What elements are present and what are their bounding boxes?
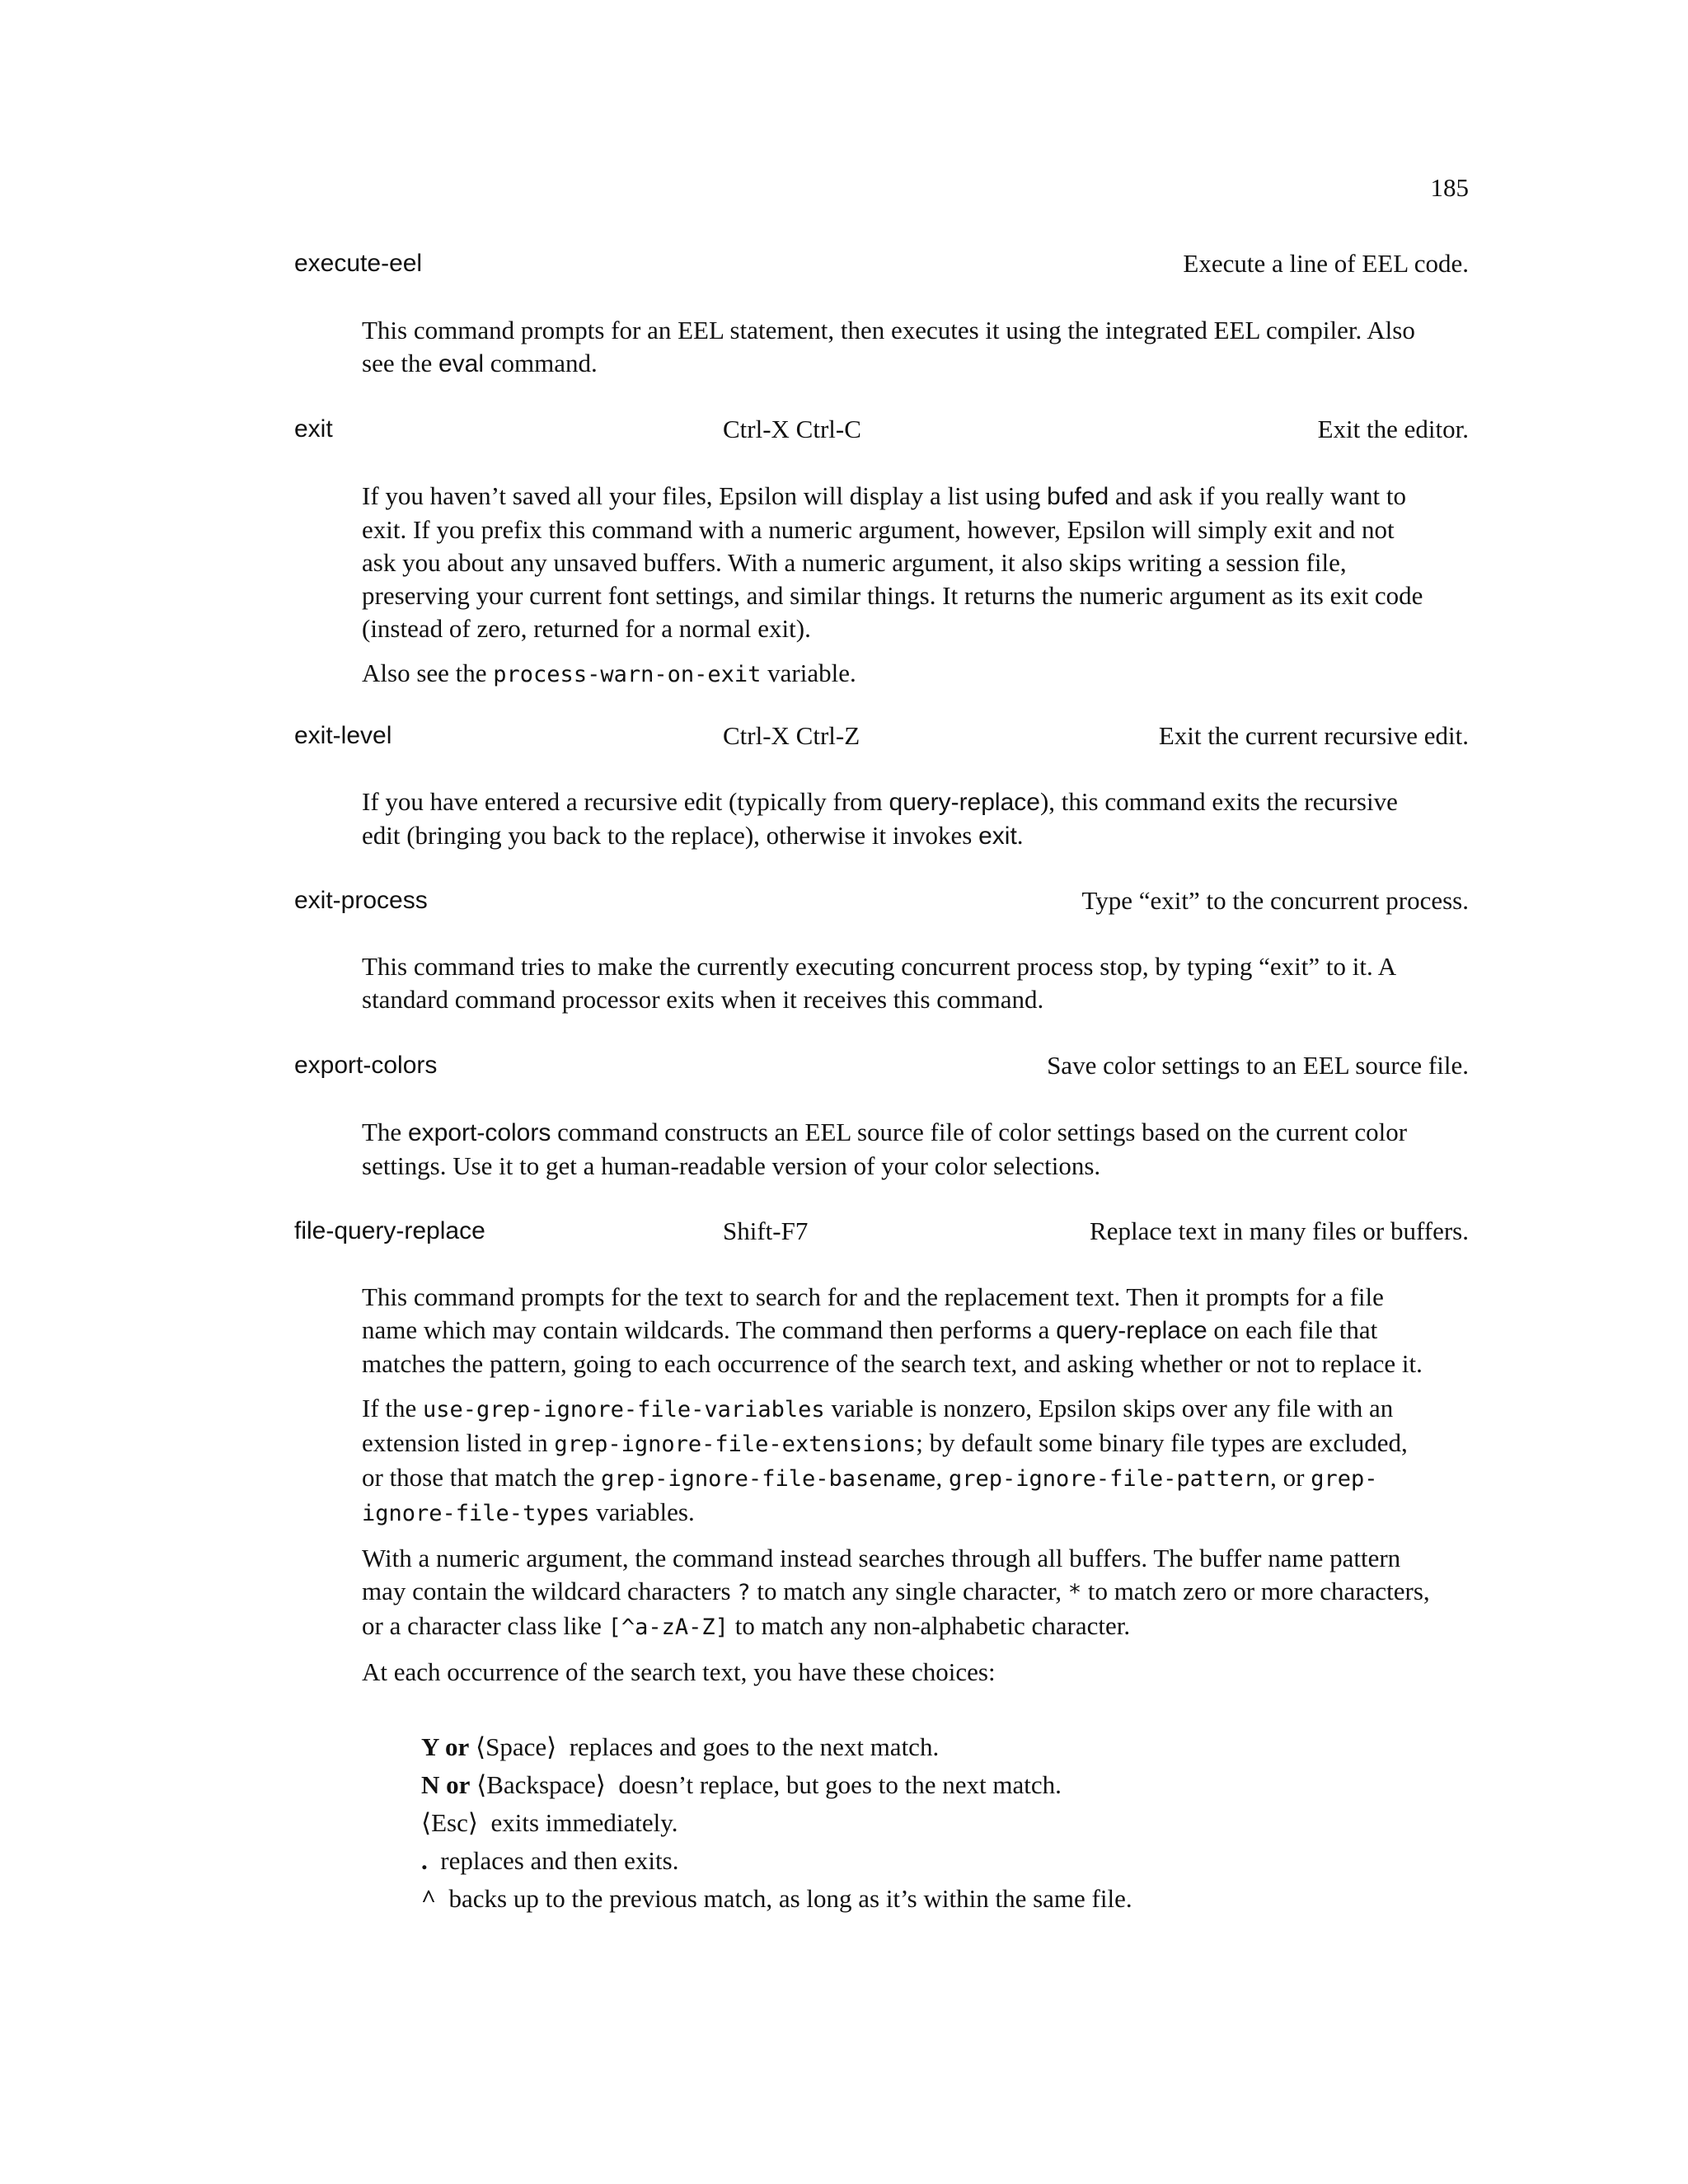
paragraph xyxy=(362,657,1433,691)
entry-header-execute-eel xyxy=(294,247,1469,280)
command-name: exit-process xyxy=(294,887,428,914)
text: , xyxy=(935,1463,950,1492)
key-binding: Shift-F7 xyxy=(723,1216,809,1245)
command-name: exit-level xyxy=(294,722,392,749)
choice-term: . xyxy=(421,1846,428,1875)
choice-description: doesn’t replace, but goes to the next match. xyxy=(618,1770,1062,1799)
entry-body-export-colors xyxy=(362,1116,1433,1194)
entry-body-exit-process xyxy=(362,950,1433,1028)
choice-key: ⟨Esc⟩ xyxy=(421,1808,478,1837)
text: and ask if you really want to exit. If you prefix this command with a numeric argument, however, Epsilon will simply exit and not ask you about any unsaved buffers. With a numeric argument, it also skips writing a session file, preserving your current font settings, and similar things. It returns the numeric argument as its exit code (instead of zero, returned for a normal exit). xyxy=(362,481,1423,643)
command-name: execute-eel xyxy=(294,250,423,277)
command-reference: eval xyxy=(438,350,485,377)
command-summary: Exit the current recursive edit. xyxy=(1158,721,1469,750)
command-reference: query-replace xyxy=(889,789,1040,816)
choice-description: exits immediately. xyxy=(490,1808,678,1837)
command-reference: query-replace xyxy=(1056,1317,1207,1344)
entry-header-export-colors xyxy=(294,1049,1469,1082)
paragraph: This command tries to make the currently executing concurrent process stop, by typing “exit” to it. A standard command processor exits when it receives this command. xyxy=(362,952,1395,1014)
page-number: 185 xyxy=(1430,173,1469,202)
entry-header-exit-level xyxy=(294,719,1469,752)
text: command constructs an EEL source file of color settings based on the current color settings. Use it to get a human-readable version of your color selections. xyxy=(362,1118,1408,1180)
text: ; by default some binary file types are excluded, or those that match the xyxy=(362,1428,1408,1492)
entry-body-file-query-replace xyxy=(362,1281,1433,1700)
text: to match any single character, xyxy=(750,1577,1068,1605)
paragraph: At each occurrence of the search text, you have these choices: xyxy=(362,1657,996,1686)
variable-reference: grep-ignore-file-types xyxy=(362,1466,1378,1526)
variable-reference: process-warn-on-exit xyxy=(493,662,762,687)
text: If the xyxy=(362,1394,424,1422)
command-name: exit xyxy=(294,415,333,443)
choice-term: Y or xyxy=(421,1732,470,1761)
text: ), this command exits the recursive edit (bringing you back to the replace), otherwise it invokes xyxy=(362,787,1398,850)
text: variable. xyxy=(761,658,856,687)
text: variables. xyxy=(589,1497,695,1526)
text: This command prompts for the text to search for and the replacement text. Then it prompts for a file name which may contain wildcards. The command then performs a xyxy=(362,1282,1384,1344)
variable-reference: grep-ignore-file-pattern xyxy=(949,1466,1271,1492)
text: The xyxy=(362,1118,408,1146)
command-summary: Exit the editor. xyxy=(1317,415,1469,443)
command-name: file-query-replace xyxy=(294,1217,485,1244)
text: to match any non-alphabetic character. xyxy=(728,1611,1131,1640)
command-reference: exit xyxy=(978,823,1017,850)
choice-term: N or xyxy=(421,1770,471,1799)
command-summary: Save color settings to an EEL source file. xyxy=(1047,1051,1469,1080)
entry-body-exit-level xyxy=(362,785,1433,865)
choice-description: replaces and goes to the next match. xyxy=(569,1732,940,1761)
text: command. xyxy=(484,349,598,377)
entry-header-exit-process xyxy=(294,884,1469,917)
text: This command prompts for an EEL statement, then executes it using the integrated EEL compiler. Also see the xyxy=(362,316,1415,377)
key-binding: Ctrl-X Ctrl-Z xyxy=(723,721,860,750)
choice-description: backs up to the previous match, as long as it’s within the same file. xyxy=(448,1884,1132,1913)
list-item xyxy=(421,1807,1451,1844)
list-item xyxy=(421,1882,1451,1920)
variable-reference: grep-ignore-file-basename xyxy=(601,1466,936,1492)
choice-key: ⟨Backspace⟩ xyxy=(476,1770,606,1799)
list-item xyxy=(421,1731,1451,1769)
choice-term: ^ xyxy=(421,1884,437,1913)
command-summary: Execute a line of EEL code. xyxy=(1183,249,1469,278)
text: If you haven’t saved all your files, Epsilon will display a list using xyxy=(362,481,1048,510)
text: With a numeric argument, the command instead searches through all buffers. The buffer name pattern may contain the wildcard characters xyxy=(362,1544,1401,1605)
code-literal: * xyxy=(1067,1580,1082,1605)
paragraph xyxy=(362,785,1433,853)
entry-header-file-query-replace xyxy=(294,1215,1469,1248)
command-name: export-colors xyxy=(294,1052,438,1079)
entry-body-exit xyxy=(362,480,1433,703)
text: , or xyxy=(1270,1463,1311,1492)
text: . xyxy=(1016,821,1024,850)
paragraph xyxy=(362,480,1433,645)
choices-list xyxy=(421,1731,1451,1920)
variable-reference: grep-ignore-file-extensions xyxy=(554,1432,917,1457)
paragraph xyxy=(362,1281,1433,1380)
text: to match zero or more characters, or a character class like xyxy=(362,1577,1430,1640)
entry-header-exit xyxy=(294,413,1469,446)
code-literal: [^a-zA-Z] xyxy=(607,1615,729,1640)
paragraph xyxy=(362,1542,1433,1644)
command-reference: bufed xyxy=(1047,483,1109,510)
key-binding: Ctrl-X Ctrl-C xyxy=(723,415,861,443)
list-item xyxy=(421,1769,1451,1807)
command-summary: Type “exit” to the concurrent process. xyxy=(1081,886,1469,915)
list-item xyxy=(421,1844,1451,1882)
variable-reference: use-grep-ignore-file-variables xyxy=(423,1397,825,1422)
choice-key: ⟨Space⟩ xyxy=(476,1732,557,1761)
paragraph xyxy=(362,1116,1433,1183)
code-literal: ? xyxy=(737,1580,751,1605)
text: on each file that matches the pattern, going to each occurrence of the search text, and asking whether or not to replace it. xyxy=(362,1315,1423,1378)
text: Also see the xyxy=(362,658,494,687)
command-summary: Replace text in many files or buffers. xyxy=(1090,1216,1469,1245)
paragraph xyxy=(362,1392,1433,1530)
text: If you have entered a recursive edit (typically from xyxy=(362,787,889,816)
command-reference: export-colors xyxy=(407,1119,551,1146)
entry-body-execute-eel xyxy=(362,314,1433,392)
paragraph xyxy=(362,314,1433,381)
text: variable is nonzero, Epsilon skips over any file with an extension listed in xyxy=(362,1394,1394,1457)
choice-description: replaces and then exits. xyxy=(440,1846,679,1875)
